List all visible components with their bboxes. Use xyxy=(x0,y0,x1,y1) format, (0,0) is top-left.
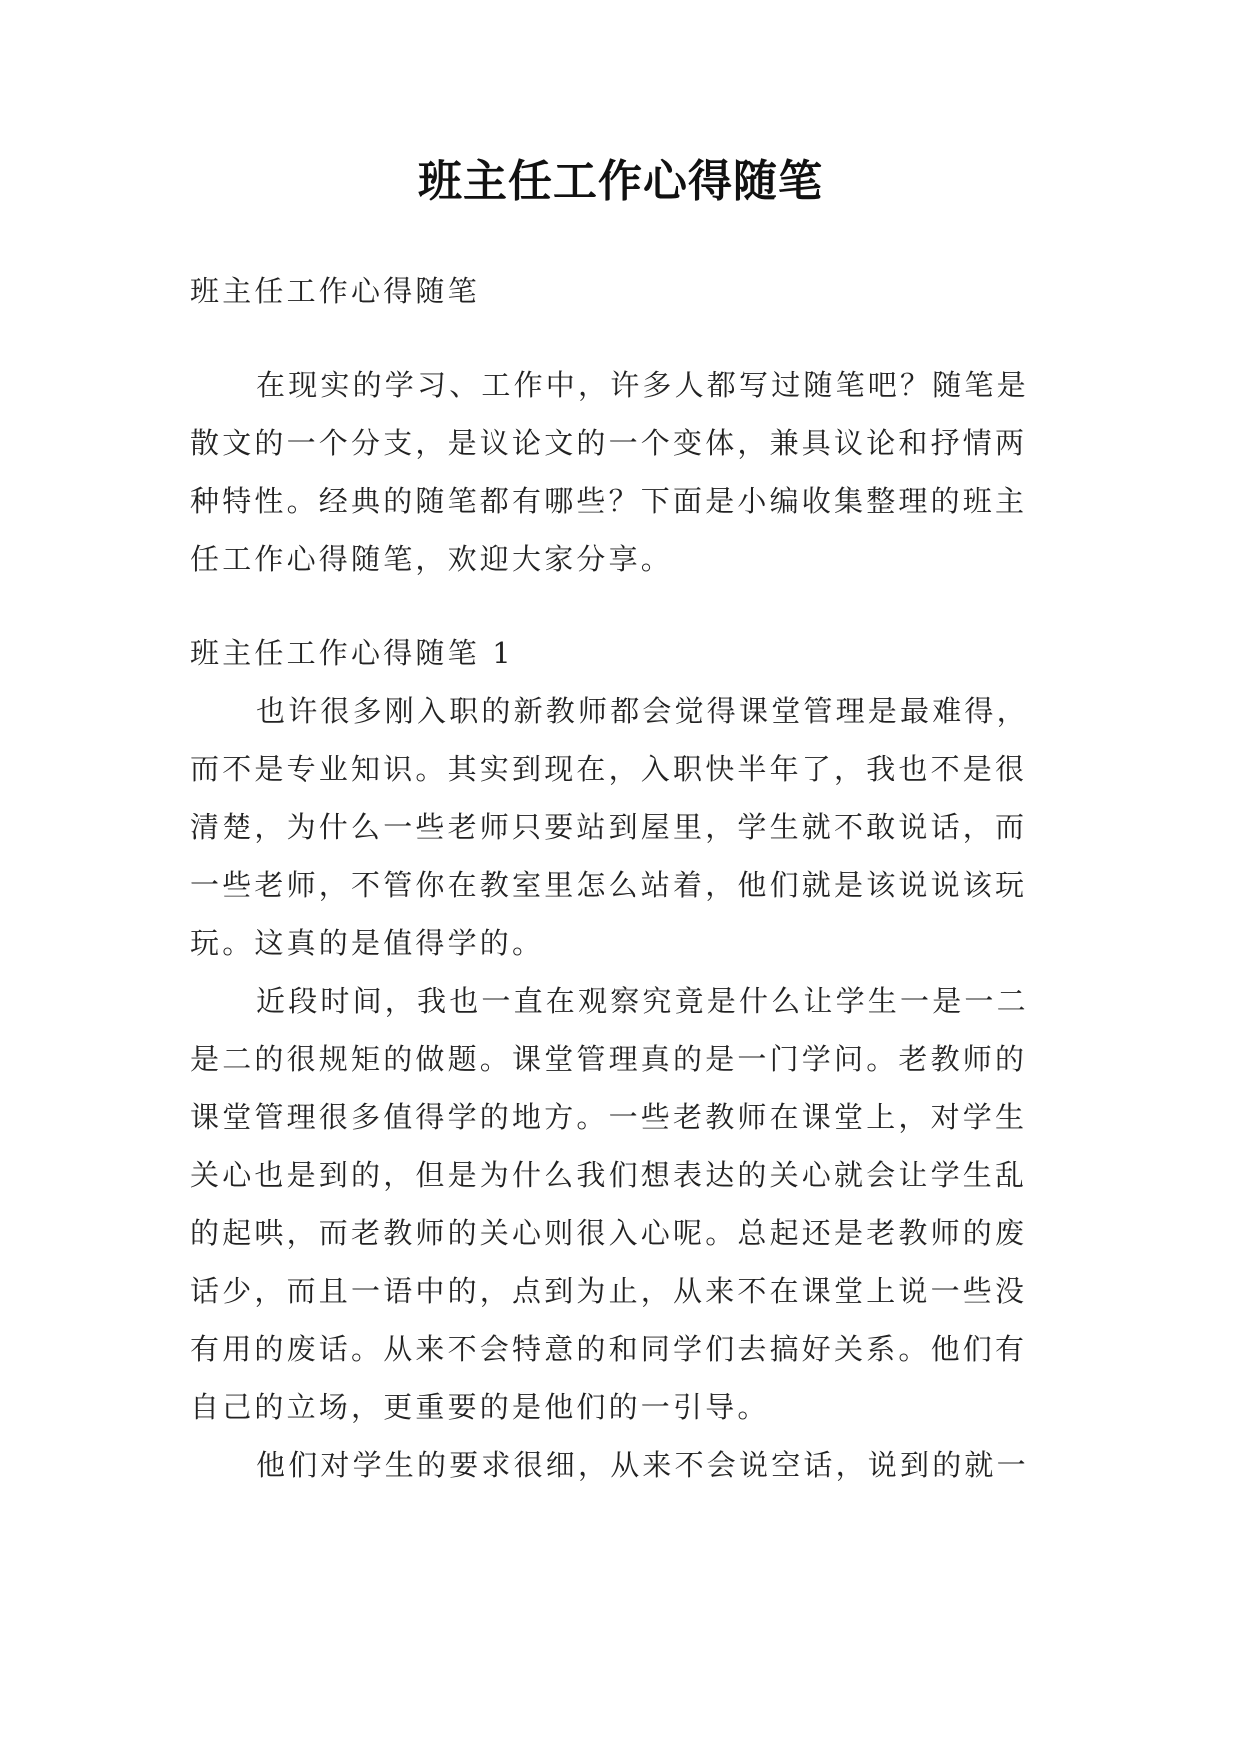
paragraph-line: 玩。这真的是值得学的。 xyxy=(190,926,545,960)
paragraph-line: 关心也是到的，但是为什么我们想表达的关心就会让学生乱 xyxy=(190,1158,1028,1192)
paragraph-line: 而不是专业知识。其实到现在，入职快半年了，我也不是很 xyxy=(190,752,1028,786)
paragraph-line: 的起哄，而老教师的关心则很入心呢。总起还是老教师的废 xyxy=(190,1216,1028,1250)
intro-line: 任工作心得随笔，欢迎大家分享。 xyxy=(190,542,674,576)
paragraph-line: 他们对学生的要求很细，从来不会说空话，说到的就一 xyxy=(256,1448,1029,1482)
intro-line: 在现实的学习、工作中，许多人都写过随笔吧？随笔是 xyxy=(256,368,1029,402)
paragraph-line: 话少，而且一语中的，点到为止，从来不在课堂上说一些没 xyxy=(190,1274,1028,1308)
paragraph-line: 有用的废话。从来不会特意的和同学们去搞好关系。他们有 xyxy=(190,1332,1028,1366)
section-heading: 班主任工作心得随笔 1 xyxy=(190,636,514,670)
subtitle: 班主任工作心得随笔 xyxy=(190,274,480,308)
intro-line: 种特性。经典的随笔都有哪些？下面是小编收集整理的班主 xyxy=(190,484,1028,518)
paragraph-line: 也许很多刚入职的新教师都会觉得课堂管理是最难得， xyxy=(256,694,1029,728)
intro-line: 散文的一个分支，是议论文的一个变体，兼具议论和抒情两 xyxy=(190,426,1028,460)
paragraph-line: 课堂管理很多值得学的地方。一些老教师在课堂上，对学生 xyxy=(190,1100,1028,1134)
paragraph-line: 清楚，为什么一些老师只要站到屋里，学生就不敢说话，而 xyxy=(190,810,1028,844)
paragraph-line: 自己的立场，更重要的是他们的一引导。 xyxy=(190,1390,770,1424)
document-title: 班主任工作心得随笔 xyxy=(418,156,823,207)
paragraph-line: 近段时间，我也一直在观察究竟是什么让学生一是一二 xyxy=(256,984,1029,1018)
paragraph-line: 是二的很规矩的做题。课堂管理真的是一门学问。老教师的 xyxy=(190,1042,1028,1076)
paragraph-line: 一些老师，不管你在教室里怎么站着，他们就是该说说该玩 xyxy=(190,868,1028,902)
